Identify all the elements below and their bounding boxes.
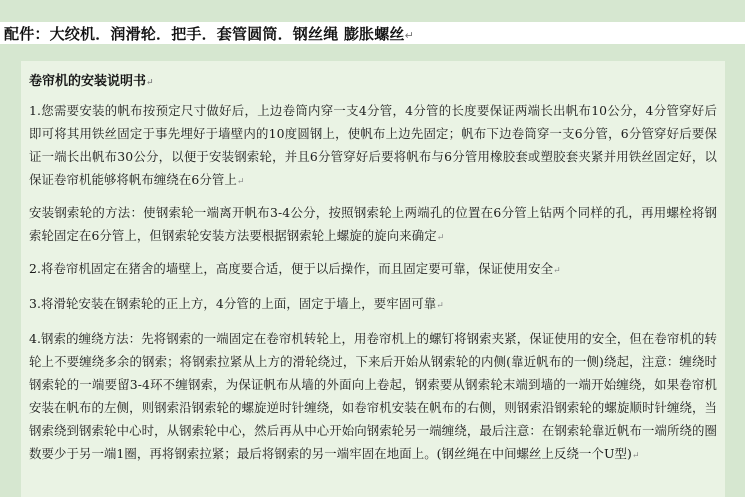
- paragraph-step-3: [29, 292, 717, 318]
- return-mark-icon: ↵: [236, 177, 245, 187]
- paragraph-wheel-install: [29, 201, 717, 250]
- return-mark-icon: ↵: [146, 78, 154, 88]
- paragraph-step-1: [29, 99, 717, 194]
- accessories-heading: [4, 23, 414, 44]
- paragraph-text: 3.将滑轮安装在钢索轮的正上方，4分管的上面，固定于墙上，要牢固可靠: [29, 296, 437, 311]
- return-mark-icon: ↵: [404, 29, 415, 42]
- document-title: [29, 70, 717, 89]
- paragraph-step-2: [29, 257, 717, 283]
- paragraph-text: 安装钢索轮的方法：使钢索轮一端离开帆布3-4公分，按照钢索轮上两端孔的位置在6分管上钻两个同样的孔，再用螺栓将钢索轮固定在6分管上，但钢索轮安装方法要根据钢索轮上螺旋的旋向来确定: [29, 205, 717, 243]
- paragraph-text: 1.您需要安装的帆布按预定尺寸做好后，上边卷筒内穿一支4分管，4分管的长度要保证两端长出帆布10公分，4分管穿好后即可将其用铁丝固定于事先埋好于墙壁内的10度圆钢上，使帆布上边先固定；帆布下边卷筒穿一支6分管，6分管穿好后要保证一端长出帆布30公分，以便于安装钢索轮，并且6分管穿好后要将帆布与6分管用橡胶套或塑胶套夹紧并用铁丝固定好，以保证卷帘机能够将帆布缠绕在6分管上: [29, 103, 717, 187]
- return-mark-icon: ↵: [631, 451, 640, 461]
- instruction-document: [21, 61, 725, 497]
- document-title-text: 卷帘机的安装说明书: [29, 74, 147, 89]
- return-mark-icon: ↵: [436, 301, 444, 311]
- paragraph-step-4: [29, 327, 717, 468]
- return-mark-icon: ↵: [436, 233, 445, 243]
- paragraph-text: 2.将卷帘机固定在猪舍的墙壁上，高度要合适，便于以后操作，而且固定要可靠，保证使用安全: [29, 261, 554, 276]
- accessories-heading-text: 配件：大绞机．润滑轮．把手．套管圆筒．钢丝绳 膨胀螺丝: [4, 25, 405, 43]
- return-mark-icon: ↵: [553, 266, 561, 276]
- paragraph-text: 4.钢索的缠绕方法：先将钢索的一端固定在卷帘机转轮上，用卷帘机上的螺钉将钢索夹紧，保证使用的安全，但在卷帘机的转轮上不要缠绕多余的钢索；将钢索拉紧从上方的滑轮绕过，下来后开始从钢索轮的内侧(靠近帆布的一侧)绕起，注意：缠绕时钢索轮的一端要留3-4环不缠钢索，为保证帆布从墙的外面向上卷起，钢索要从钢索轮末端到墙的一端开始缠绕，如果卷帘机安装在帆布的左侧，则钢索沿钢索轮的螺旋逆时针缠绕，如卷帘机安装在帆布的右侧，则钢索沿钢索轮的螺旋顺时针缠绕，当钢索绕到钢索轮中心时，从钢索轮中心，然后再从中心开始向钢索轮另一端缠绕，最后注意：在钢索轮靠近帆布一端所绕的圈数要少于另一端1圈，再将钢索拉紧；最后将钢索的另一端牢固在地面上。(钢丝绳在中间螺丝上反绕一个U型): [29, 331, 717, 461]
- heading-bar: [0, 22, 745, 44]
